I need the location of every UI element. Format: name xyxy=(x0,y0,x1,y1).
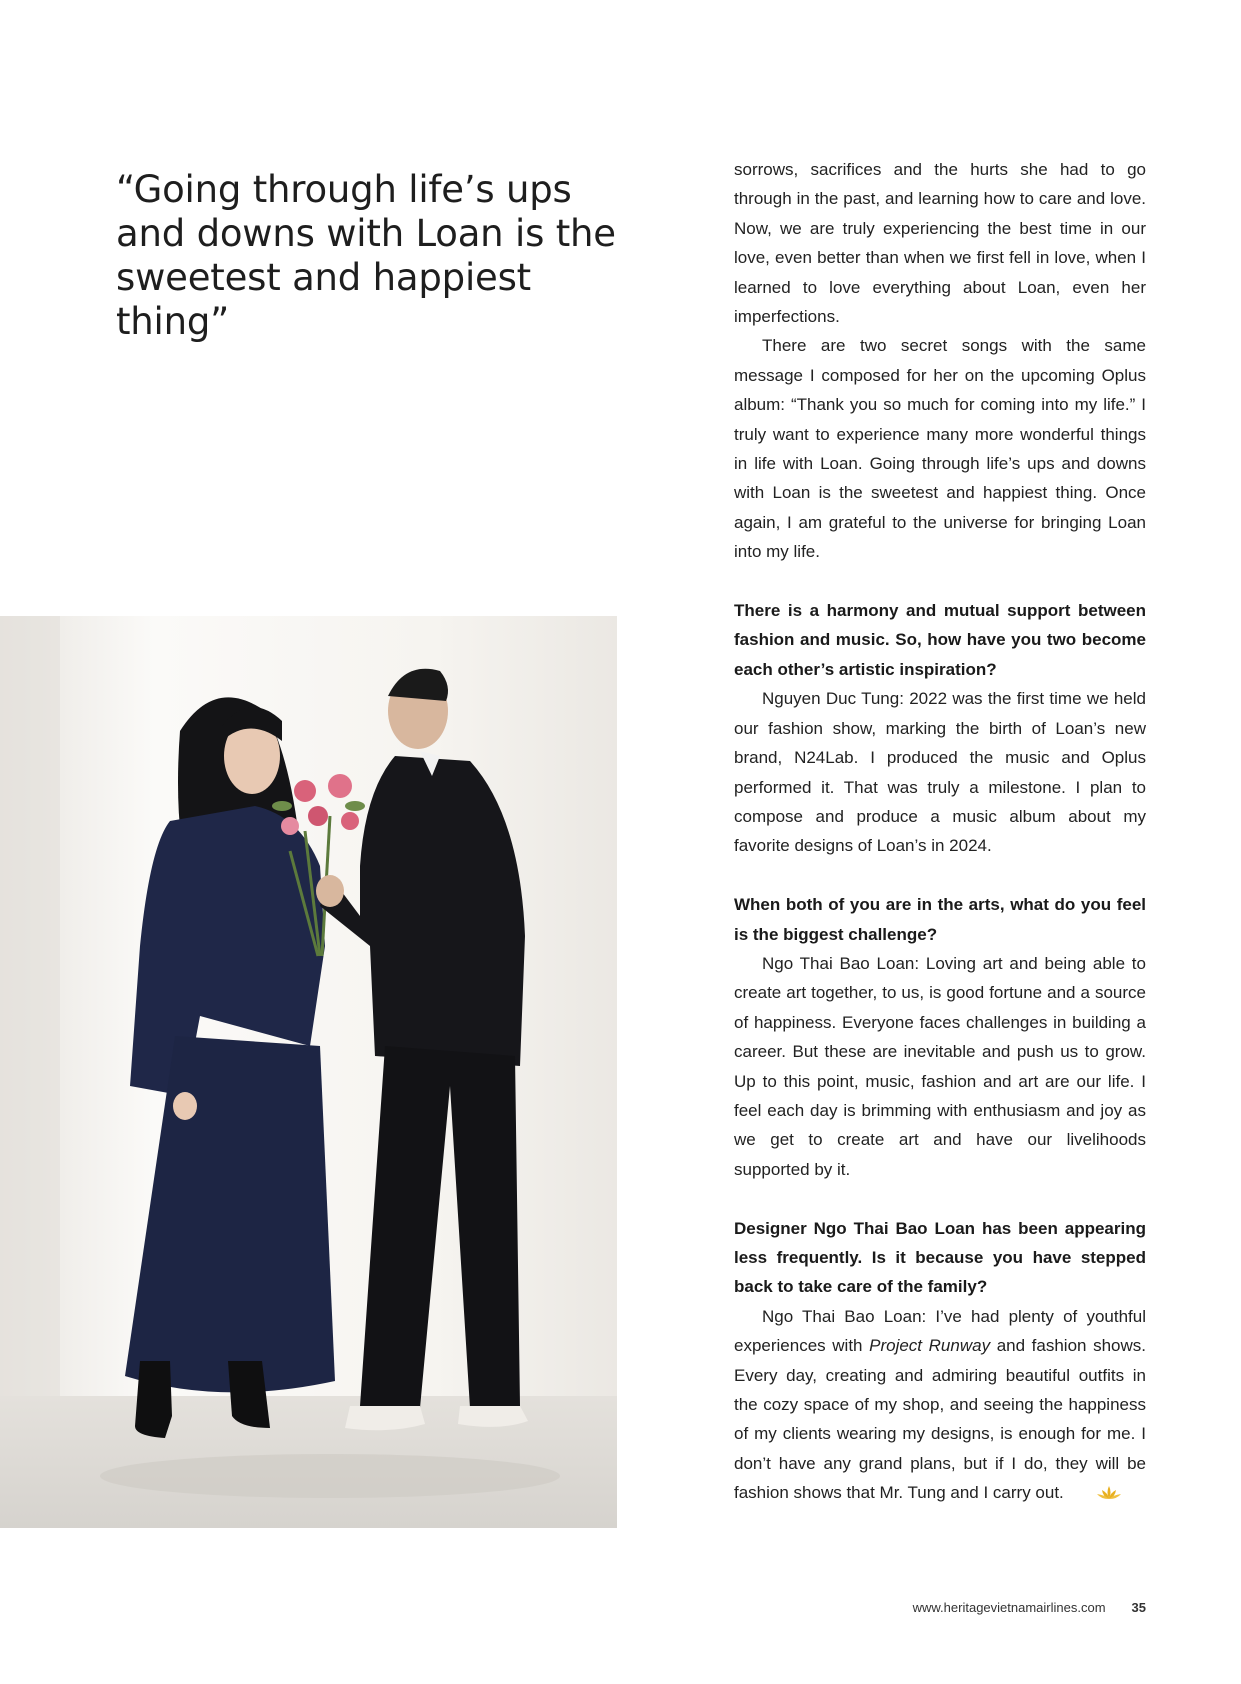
page-footer xyxy=(913,1600,1146,1615)
interview-answer: Ngo Thai Bao Loan: Loving art and being able to create art together, to us, is good fortune and a source of happiness. Everyone faces challenges in building a career. But these are inevitable and push us to grow. Up to this point, music, fashion and art are our life. I feel each day is brimming with enthusiasm and joy as we get to create art and have our livelihoods supported by it. xyxy=(734,953,1146,1179)
article-paragraph: There are two secret songs with the same message I composed for her on the upcoming Oplus album: “Thank you so much for coming into my life.” I truly want to experience many more wonderful things in life with Loan. Going through life’s ups and downs with Loan is the sweetest and happiest thing. Once again, I am grateful to the universe for bringing Loan into my life. xyxy=(734,336,1146,562)
article-paragraph: sorrows, sacrifices and the hurts she had to go through in the past, and learning how to care and love. Now, we are truly experiencing the best time in our love, even better than when we first fell in love, when I learned to love everything about Loan, even her imperfections. xyxy=(734,160,1146,327)
website-url[interactable]: www.heritagevietnamairlines.com xyxy=(912,1600,1106,1615)
interview-question: Designer Ngo Thai Bao Loan has been appearing less frequently. Is it because you have stepped back to take care of the family? xyxy=(734,1218,1146,1297)
interview-answer: Nguyen Duc Tung: 2022 was the first time we held our fashion show, marking the birth of Loan’s new brand, N24Lab. I produced the music and Oplus performed it. That was truly a milestone. I plan to compose and produce a music album about my favorite designs of Loan’s in 2024. xyxy=(734,689,1146,856)
interview-question: There is a harmony and mutual support between fashion and music. So, how have you two become each other’s artistic inspiration? xyxy=(734,601,1146,679)
interview-answer xyxy=(734,1302,1146,1511)
lotus-icon xyxy=(1068,1481,1122,1510)
pull-quote: “Going through life’s ups and downs with Loan is the sweetest and happiest thing” xyxy=(116,168,616,343)
answer-text: Ngo Thai Bao Loan: I’ve had plenty of youthful experiences with xyxy=(734,1306,1146,1356)
article-body xyxy=(734,155,1146,1511)
interview-question: When both of you are in the arts, what do you feel is the biggest challenge? xyxy=(734,895,1146,944)
show-title: Project Runway xyxy=(869,1336,991,1356)
couple-photo xyxy=(0,616,617,1528)
answer-text: and fashion shows. Every day, creating and admiring beautiful outfits in the cozy space of my shop, and seeing the happiness of my clients wearing my designs, is enough for me. I don’t have any grand plans, but if I do, they will be fashion shows that Mr. Tung and I carry out. xyxy=(734,1336,1147,1503)
page-number: 35 xyxy=(1131,1600,1146,1615)
